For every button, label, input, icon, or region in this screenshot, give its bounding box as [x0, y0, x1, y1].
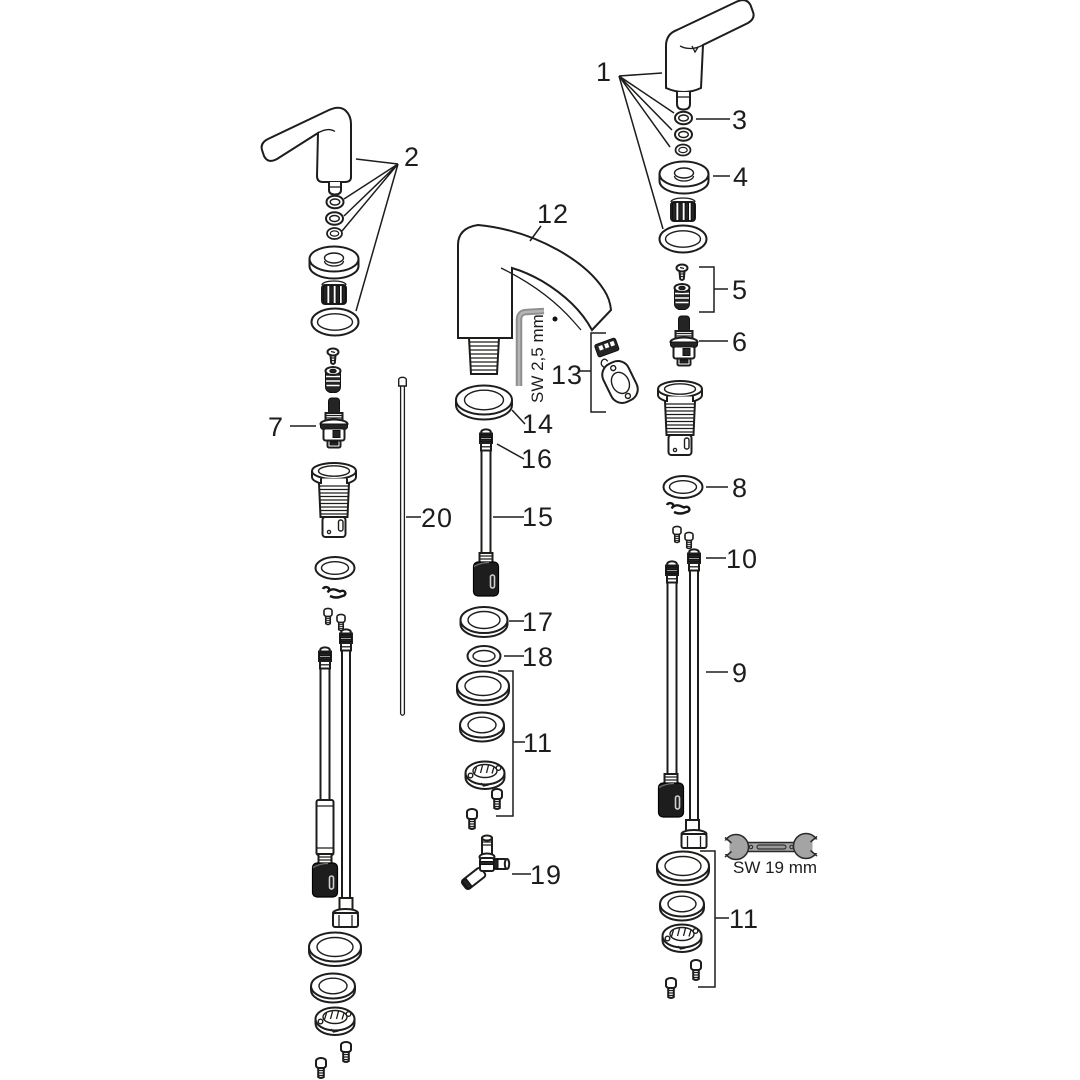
t-connector-19	[461, 836, 509, 891]
spout-dot	[553, 317, 558, 322]
retaining-clip-right	[667, 503, 689, 513]
threaded-shank-left	[312, 463, 356, 537]
mounting-set-middle	[457, 672, 509, 830]
ring-14	[456, 386, 512, 420]
knurl-nut-left	[322, 281, 346, 304]
mounting-set-right	[657, 852, 709, 999]
callout-3: 3	[731, 105, 749, 135]
callout-2: 2	[403, 142, 421, 172]
callout-13: 13	[550, 360, 584, 390]
seal-rings-right	[675, 112, 692, 156]
callout-14: 14	[521, 409, 555, 439]
screws-left	[324, 608, 345, 630]
callout-11-middle: 11	[522, 728, 554, 758]
o-ring-left	[316, 557, 355, 579]
escutcheon-right	[660, 162, 709, 194]
adapter-right	[675, 284, 690, 310]
gasket-set-13	[594, 338, 642, 407]
hoses-right	[659, 549, 707, 848]
callout-6: 6	[731, 327, 749, 357]
screws-right	[673, 526, 693, 548]
retaining-clip-left	[323, 587, 345, 597]
cartridge-right	[671, 316, 698, 366]
handle-left	[262, 108, 351, 195]
callout-9: 9	[731, 658, 749, 688]
seal-rings-left	[326, 196, 344, 239]
set-screw-right	[677, 265, 688, 281]
callout-18: 18	[521, 642, 555, 672]
callout-12: 12	[536, 199, 570, 229]
adapter-left	[326, 367, 341, 393]
callout-17: 17	[521, 607, 555, 637]
hose-middle	[474, 429, 499, 596]
cartridge-left	[321, 398, 348, 448]
threaded-shank-right	[658, 381, 702, 455]
callout-16: 16	[520, 444, 554, 474]
wrench-size-label: SW 19 mm	[733, 858, 818, 877]
o-ring-right	[664, 476, 703, 498]
callout-7: 7	[267, 412, 285, 442]
pull-rod-20	[399, 377, 407, 715]
callout-1: 1	[595, 57, 613, 87]
callout-11-right: 11	[728, 904, 760, 934]
allen-key-size-label: SW 2,5 mm	[528, 314, 547, 403]
callout-4: 4	[732, 162, 750, 192]
hoses-left	[313, 629, 359, 927]
callout-10: 10	[725, 544, 759, 574]
o-ring-18	[468, 646, 501, 666]
callout-15: 15	[521, 502, 555, 532]
ring-17	[461, 607, 508, 637]
callout-19: 19	[529, 860, 563, 890]
knurl-nut-right	[671, 198, 695, 221]
callout-20: 20	[420, 503, 454, 533]
mounting-set-left	[309, 933, 361, 1079]
open-end-wrench	[716, 834, 826, 860]
escutcheon-left	[310, 247, 359, 279]
callout-8: 8	[731, 473, 749, 503]
o-ring-large-left	[312, 309, 359, 336]
handle-right	[666, 0, 754, 109]
o-ring-large-right	[660, 226, 707, 253]
callout-5: 5	[731, 275, 749, 305]
set-screw-left	[328, 349, 339, 365]
